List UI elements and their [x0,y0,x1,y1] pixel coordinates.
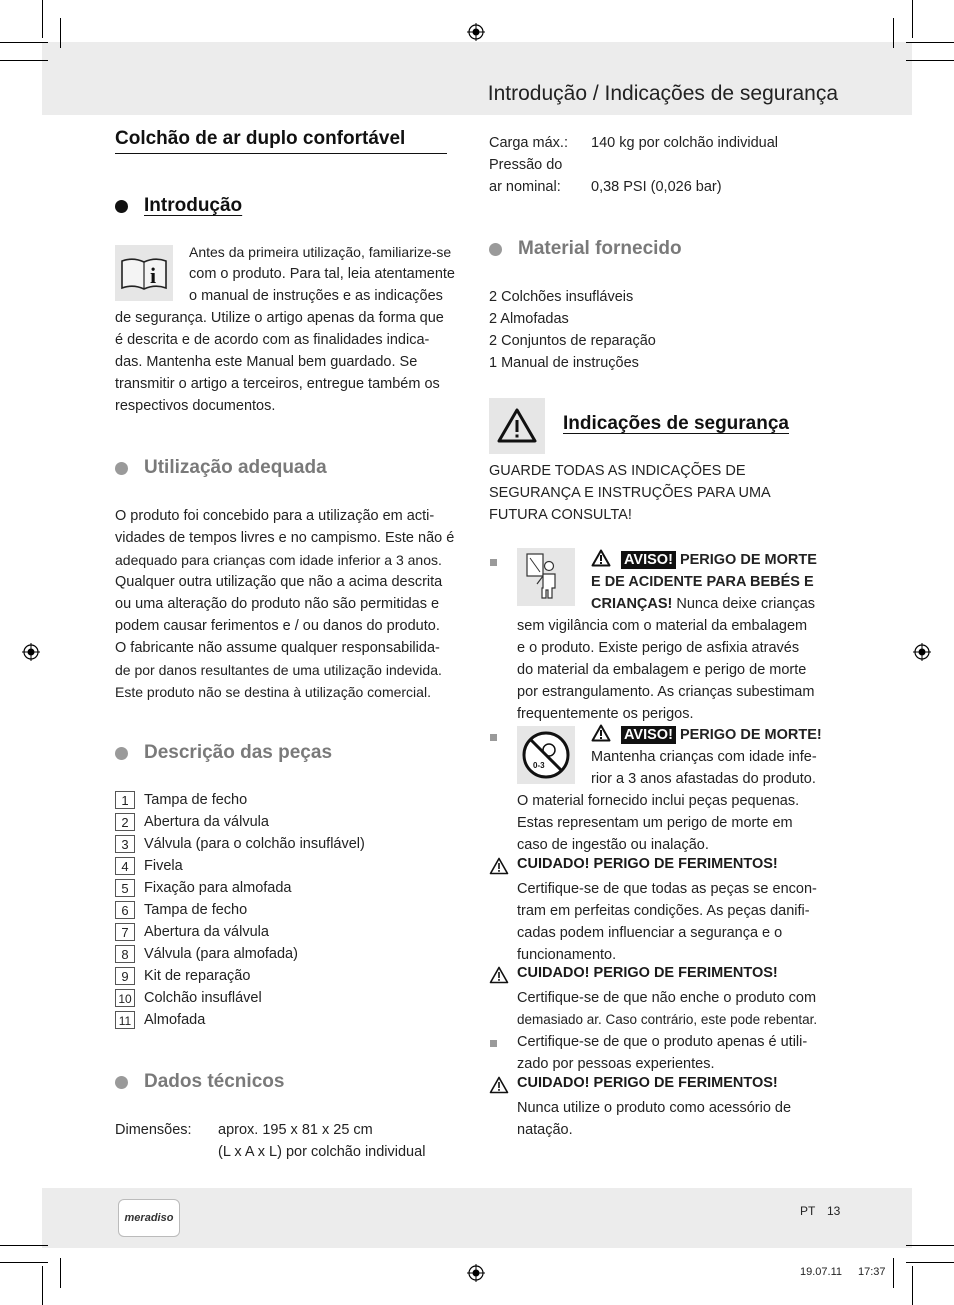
section-heading-text: Material fornecido [518,238,682,259]
part-label: Kit de reparação [144,968,251,984]
tech-pressure-label: ar nominal: [489,179,561,195]
crop-mark [60,18,61,48]
text-line: demasiado ar. Caso contrário, este pode rebentar. [517,1012,818,1027]
text-line: O produto foi concebido para a utilização em acti- [115,508,435,524]
section-bullet [489,243,502,256]
page-header-title: Introdução / Indicações de segurança [487,82,838,105]
caution-heading: CUIDADO! PERIGO DE FERIMENTOS! [517,856,778,872]
section-bullet [115,462,128,475]
parts-list-item [115,1010,205,1030]
text-line: cadas podem influenciar a segurança e o [517,925,783,941]
text-line: podem causar ferimentos e / ou danos do produto. [115,618,440,634]
crop-mark [0,1262,48,1263]
registration-mark-icon [913,643,931,661]
caution-triangle-icon [489,966,509,984]
part-number: 7 [115,923,135,941]
warning-triangle-icon [489,398,545,454]
text-line: tram em perfeitas condições. As peças danifi- [517,903,810,919]
brand-logo-text: meradiso [124,1212,174,1224]
text-line: por estrangulamento. As crianças subestimam [517,684,815,700]
crop-mark [42,0,43,38]
child-suffocation-icon [517,548,575,606]
warning-bold-text: CRIANÇAS! [591,596,673,612]
part-number: 6 [115,901,135,919]
text-line: SEGURANÇA E INSTRUÇÕES PARA UMA [489,485,771,501]
section-heading-text: Indicações de segurança [563,413,789,434]
text-line: Certifique-se de que o produto apenas é utili- [517,1034,808,1050]
text-line: Nunca utilize o produto como acessório de [517,1100,792,1116]
svg-text:i: i [150,263,157,288]
section-heading-text: Introdução [144,195,243,216]
parts-list-item [115,834,365,854]
section-bullet [115,747,128,760]
crop-mark [0,60,48,61]
tech-dim-value: aprox. 195 x 81 x 25 cm [218,1122,373,1138]
parts-list-item [115,856,183,876]
part-label: Válvula (para almofada) [144,946,298,962]
print-time: 17:37 [858,1266,886,1278]
crop-mark [893,18,894,48]
parts-list-item [115,922,269,942]
text-line: caso de ingestão ou inalação. [517,837,709,853]
caution-triangle-icon [489,857,509,875]
section-bullet [115,1076,128,1089]
text-line: do material da embalagem e perigo de morte [517,662,807,678]
warning-paragraph [517,615,814,725]
text-line: sem vigilância com o material da embalagem [517,618,808,634]
part-number: 8 [115,945,135,963]
section-heading-intro [115,195,242,217]
section-heading-supplied [489,238,682,260]
text-line: das. Mantenha este Manual bem guardado. Se [115,354,418,370]
age-label: 0-3 [533,761,545,770]
part-number: 5 [115,879,135,897]
list-item: 1 Manual de instruções [489,355,639,371]
caution-paragraph [517,878,817,966]
warning-triangle-icon [591,549,611,567]
caution-paragraph [517,987,817,1031]
text-line: O material fornecido inclui peças pequenas. [517,793,800,809]
age-restriction-icon [517,726,575,784]
crop-mark [0,1245,48,1246]
crop-mark [42,1266,43,1305]
usage-paragraph [115,505,467,703]
part-label: Abertura da válvula [144,924,269,940]
list-item: 2 Colchões insufláveis [489,289,634,305]
text-line: Mantenha crianças com idade infe- [591,749,817,765]
part-number: 2 [115,813,135,831]
part-number: 4 [115,857,135,875]
part-number: 10 [115,989,135,1007]
text-line: ou uma alteração do produto não são permitidas e [115,596,440,612]
caution-heading: CUIDADO! PERIGO DE FERIMENTOS! [517,1075,778,1091]
warning-line [591,593,815,615]
text-line: adequado para crianças com idade inferior a 3 anos. [115,552,442,568]
brand-logo [118,1199,180,1237]
warning-paragraph [517,790,799,856]
warning-bold-text: PERIGO DE MORTE [679,552,817,568]
text-line: frequentemente os perigos. [517,706,694,722]
info-book-icon [115,245,173,301]
tech-pressure-label: Pressão do [489,157,563,173]
part-number: 1 [115,791,135,809]
list-item: 2 Almofadas [489,311,569,327]
section-heading-parts [115,742,332,764]
list-bullet [490,734,497,741]
print-date: 19.07.11 [800,1266,843,1278]
page-number: 13 [827,1204,841,1218]
text-line: e o produto. Existe perigo de asfixia através [517,640,800,656]
section-heading-text: Utilização adequada [144,457,327,478]
crop-mark [906,1245,954,1246]
part-label: Almofada [144,1012,206,1028]
crop-mark [0,42,48,43]
registration-mark-icon [467,23,485,41]
text-line: Certifique-se de que todas as peças se encon- [517,881,817,897]
text-line: O fabricante não assume qualquer responsabilida- [115,640,440,656]
parts-list-item [115,812,269,832]
part-label: Abertura da válvula [144,814,269,830]
text-line: rior a 3 anos afastadas do produto. [591,771,816,787]
crop-mark [906,60,954,61]
part-number: 3 [115,835,135,853]
parts-list-item [115,944,298,964]
product-title: Colchão de ar duplo confortável [115,128,406,149]
text-line: funcionamento. [517,947,617,963]
text-line: respectivos documentos. [115,398,276,414]
part-label: Tampa de fecho [144,792,248,808]
warning-text: Nunca deixe crianças [672,596,816,612]
section-bullet [115,200,128,213]
tech-load-value: 140 kg por colchão individual [591,135,779,151]
tech-dim-value: (L x A x L) por colchão individual [218,1144,426,1160]
text-line: transmitir o artigo a terceiros, entregue também os [115,376,440,392]
part-number: 11 [115,1011,135,1029]
registration-mark-icon [467,1264,485,1282]
part-label: Fixação para almofada [144,880,292,896]
text-line: natação. [517,1122,573,1138]
crop-mark [912,0,913,38]
tech-dim-label: Dimensões: [115,1122,192,1138]
text-line: vidades de tempos livres e no campismo. Este não é [115,530,455,546]
part-label: Válvula (para o colchão insuflável) [144,836,365,852]
crop-mark [906,1262,954,1263]
language-code: PT [800,1204,816,1218]
list-item: 2 Conjuntos de reparação [489,333,656,349]
part-label: Colchão insuflável [144,990,262,1006]
crop-mark [906,42,954,43]
text-line: o manual de instruções e as indicações [189,288,443,304]
text-line: zado por pessoas experientes. [517,1056,715,1072]
safety-intro [489,460,771,526]
section-heading-text: Descrição das peças [144,742,333,763]
warning-bold-text: PERIGO DE MORTE! [679,727,822,743]
text-line: GUARDE TODAS AS INDICAÇÕES DE [489,463,746,479]
list-bullet [490,1040,497,1047]
text-line: é descrita e de acordo com as finalidades indica- [115,332,430,348]
text-line: FUTURA CONSULTA! [489,507,632,523]
part-label: Fivela [144,858,183,874]
text-line: Este produto não se destina à utilização comercial. [115,684,431,700]
text-line: Certifique-se de que não enche o produto com [517,990,817,1006]
supplied-list [489,286,656,374]
caution-triangle-icon [489,1076,509,1094]
text-line: de segurança. Utilize o artigo apenas da forma que [115,310,444,326]
text-line: Estas representam um perigo de morte em [517,815,793,831]
section-heading-text: Dados técnicos [144,1071,285,1092]
section-heading-tech [115,1071,284,1093]
text-line: de por danos resultantes de uma utilização indevida. [115,662,442,678]
crop-mark [60,1258,61,1288]
registration-mark-icon [22,643,40,661]
section-heading-usage [115,457,327,479]
tech-pressure-value: 0,38 PSI (0,026 bar) [591,179,722,195]
warning-paragraph [591,746,817,790]
warning-triangle-icon [591,724,611,742]
crop-mark [893,1258,894,1288]
caution-paragraph [517,1097,791,1141]
text-line: Qualquer outra utilização que não a acima descrita [115,574,443,590]
parts-list-item [115,790,247,810]
caution-heading: CUIDADO! PERIGO DE FERIMENTOS! [517,965,778,981]
list-bullet [490,559,497,566]
text-line: Antes da primeira utilização, familiarize-se [189,244,452,260]
text-line: com o produto. Para tal, leia atentamente [189,266,455,282]
warning-line [591,724,822,746]
parts-list-item [115,900,247,920]
parts-list-item [115,988,262,1008]
aviso-badge: AVISO! [621,551,676,569]
title-underline [115,153,447,154]
parts-list-item [115,966,250,986]
section-heading-safety [563,413,789,435]
warning-line [591,549,817,571]
warning-bold-text: E DE ACIDENTE PARA BEBÉS E [591,574,814,590]
bullet-paragraph [517,1031,807,1075]
crop-mark [912,1266,913,1305]
part-label: Tampa de fecho [144,902,248,918]
part-number: 9 [115,967,135,985]
parts-list-item [115,878,292,898]
tech-load-label: Carga máx.: [489,135,568,151]
aviso-badge: AVISO! [621,726,676,744]
